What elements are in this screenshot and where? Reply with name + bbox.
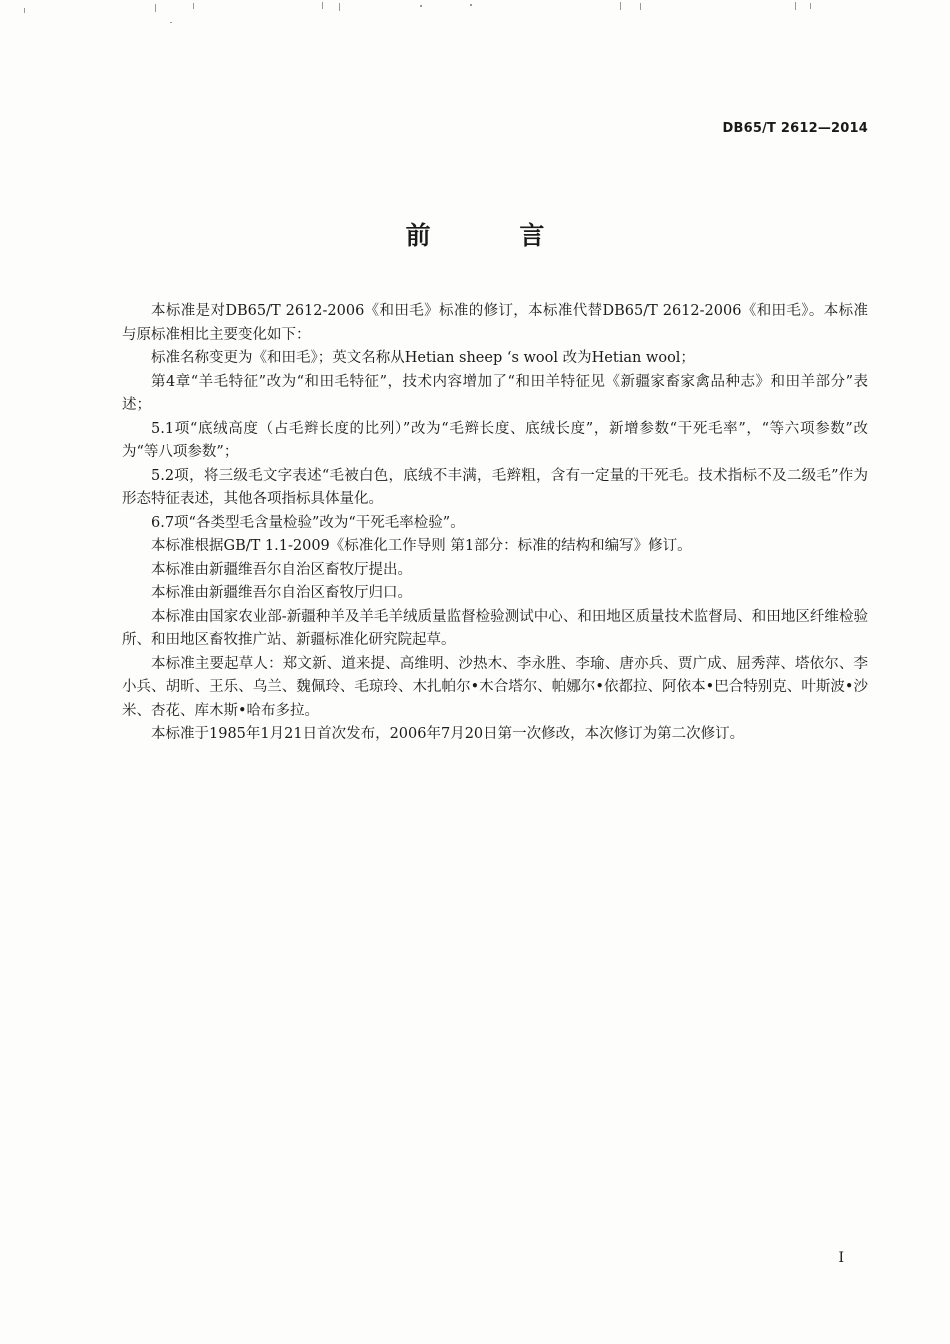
- page-number: I: [838, 1250, 844, 1266]
- foreword-body: [122, 300, 868, 747]
- scan-artifacts: [0, 0, 950, 30]
- paragraph-change-chapter4: 第4章“羊毛特征”改为“和田毛特征”，技术内容增加了“和田羊特征见《新疆家畜家禽品种志》和田羊部分”表述；: [122, 373, 868, 413]
- paragraph-intro: 本标准是对DB65/T 2612-2006《和田毛》标准的修订，本标准代替DB65/T 2612-2006《和田毛》。本标准与原标准相比主要变化如下：: [122, 303, 868, 343]
- paragraph-change-name: 标准名称变更为《和田毛》；英文名称从Hetian sheep ‘s wool 改为Hetian wool；: [151, 350, 695, 366]
- paragraph-managed-by: 本标准由新疆维吾尔自治区畜牧厅归口。: [151, 585, 412, 601]
- paragraph-history: 本标准于1985年1月21日首次发布，2006年7月20日第一次修改，本次修订为第二次修订。: [151, 726, 745, 742]
- paragraph-proposed-by: 本标准由新疆维吾尔自治区畜牧厅提出。: [151, 561, 412, 578]
- paragraph-change-6-7: 6.7项“各类型毛含量检验”改为“干死毛率检验”。: [151, 514, 465, 531]
- paragraph-change-5-2: 5.2项，将三级毛文字表述“毛被白色，底绒不丰满，毛辫粗，含有一定量的干死毛。技术指标不及二级毛”作为形态特征表述，其他各项指标具体量化。: [122, 467, 868, 507]
- document-code: DB65/T 2612—2014: [722, 121, 868, 136]
- paragraph-drafting-rules: 本标准根据GB/T 1.1-2009《标准化工作导则 第1部分：标准的结构和编写》修订。: [151, 538, 692, 554]
- paragraph-drafters: 本标准主要起草人：郑文新、道来提、高维明、沙热木、李永胜、李瑜、唐亦兵、贾广成、屈秀萍、塔依尔、李小兵、胡昕、王乐、乌兰、魏佩玲、毛琼玲、木扎帕尔•木合塔尔、帕娜尔•依都拉、阿依本•巴合特别克、叶斯波•沙米、杏花、库木斯•哈布多拉。: [122, 655, 868, 719]
- page-title: 前 言: [405, 221, 585, 250]
- paragraph-drafted-by: 本标准由国家农业部-新疆种羊及羊毛羊绒质量监督检验测试中心、和田地区质量技术监督局、和田地区纤维检验所、和田地区畜牧推广站、新疆标准化研究院起草。: [122, 608, 868, 648]
- paragraph-change-5-1: 5.1项“底绒高度（占毛辫长度的比列）”改为“毛辫长度、底绒长度”，新增参数“干死毛率”，“等六项参数”改为“等八项参数”；: [122, 420, 868, 460]
